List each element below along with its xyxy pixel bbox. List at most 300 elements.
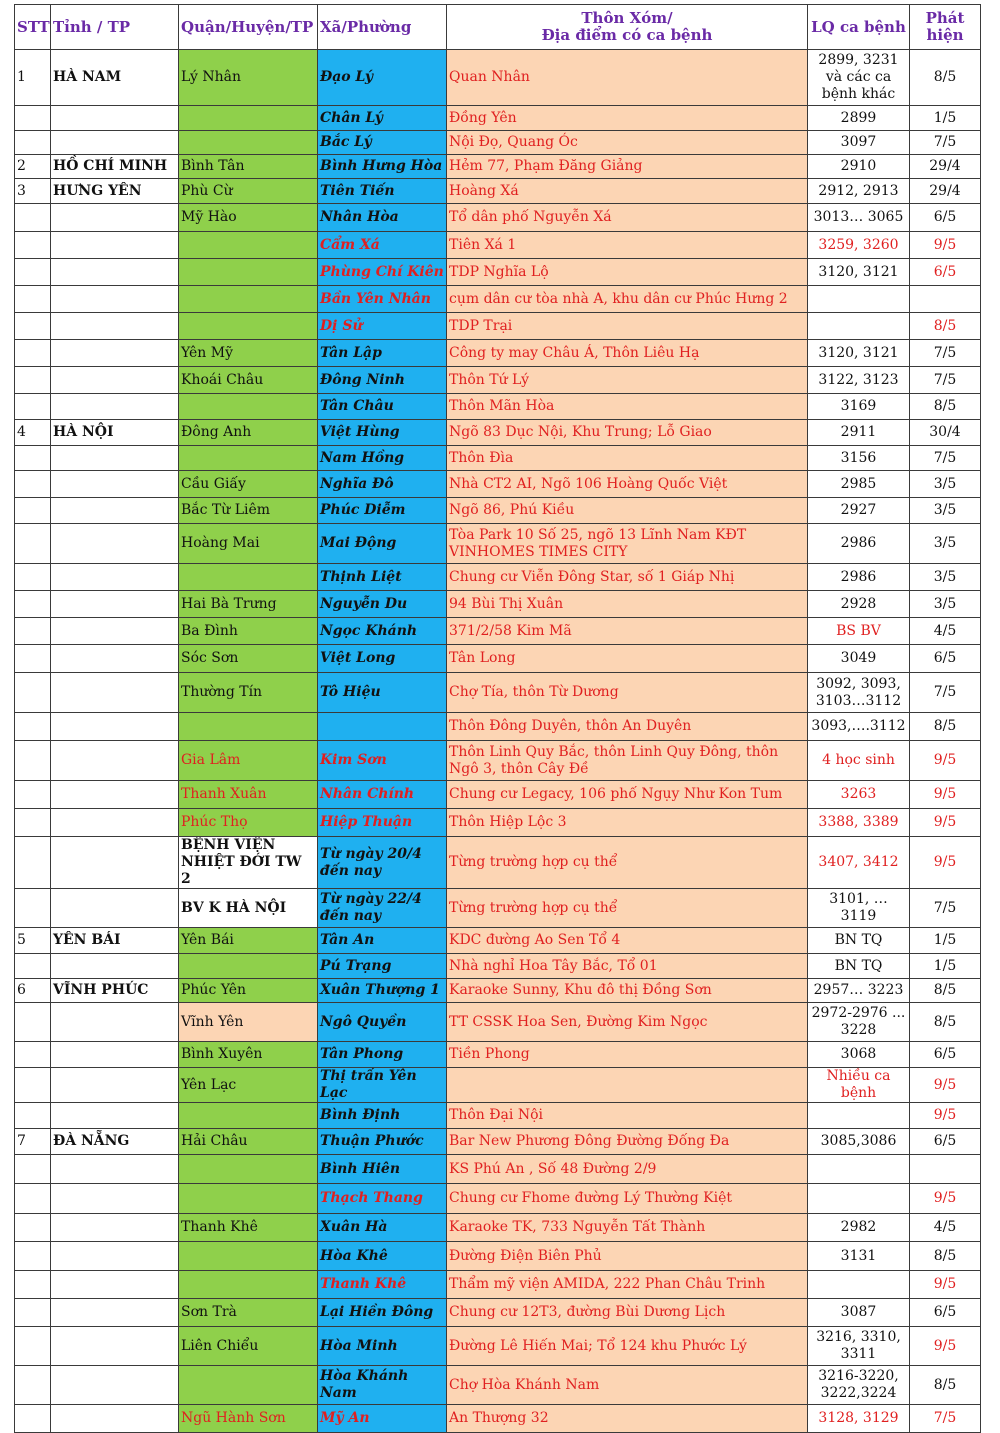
cell-district: Hai Bà Trưng: [179, 591, 318, 618]
cell-detected: 3/5: [910, 524, 981, 564]
cell-stt: [15, 259, 51, 286]
cell-district: Bình Tân: [179, 155, 318, 179]
cell-district: Liên Chiểu: [179, 1327, 318, 1366]
table-row: [15, 131, 981, 155]
cell-province: [51, 259, 179, 286]
cell-location: Bar New Phương Đông Đường Đống Đa: [447, 1129, 808, 1155]
cell-province: [51, 1299, 179, 1327]
cell-ward: Bình Hiên: [318, 1155, 447, 1184]
cell-ward: Phúc Diễm: [318, 498, 447, 524]
cell-stt: 3: [15, 179, 51, 204]
cell-province: YÊN BÁI: [51, 928, 179, 954]
table-row: [15, 155, 981, 179]
header-detected: [910, 5, 981, 50]
cell-ward: Thịnh Liệt: [318, 564, 447, 591]
cell-related-cases: 2986: [808, 524, 910, 564]
cell-stt: [15, 809, 51, 837]
cell-stt: [15, 673, 51, 713]
cell-ward: Lại Hiền Đông: [318, 1299, 447, 1327]
cell-location: Tòa Park 10 Số 25, ngõ 13 Lĩnh Nam KĐT VINHOMES TIMES CITY: [447, 524, 808, 564]
cell-detected: 1/5: [910, 928, 981, 954]
table-row: [15, 259, 981, 286]
cell-province: [51, 1366, 179, 1405]
cell-district: Cầu Giấy: [179, 471, 318, 498]
cell-province: HÀ NAM: [51, 50, 179, 106]
cell-detected: 8/5: [910, 979, 981, 1003]
cell-location: 371/2/58 Kim Mã: [447, 618, 808, 645]
cell-district: [179, 313, 318, 340]
cell-related-cases: 3120, 3121: [808, 259, 910, 286]
cell-stt: [15, 1042, 51, 1068]
cell-stt: [15, 1214, 51, 1242]
cell-related-cases: 2911: [808, 420, 910, 446]
cell-district: Sơn Trà: [179, 1299, 318, 1327]
cell-province: [51, 131, 179, 155]
cell-detected: 3/5: [910, 564, 981, 591]
table-row: [15, 394, 981, 420]
cell-district: [179, 232, 318, 259]
cell-ward: Đông Ninh: [318, 367, 447, 394]
cell-province: [51, 618, 179, 645]
cell-ward: Xuân Thượng 1: [318, 979, 447, 1003]
cell-district: Sóc Sơn: [179, 645, 318, 673]
cell-related-cases: 2928: [808, 591, 910, 618]
table-row: [15, 1271, 981, 1299]
cell-district: Gia Lâm: [179, 741, 318, 781]
cell-detected: 8/5: [910, 394, 981, 420]
cell-stt: [15, 498, 51, 524]
table-row: [15, 524, 981, 564]
table-row: [15, 928, 981, 954]
cell-district: Ngũ Hành Sơn: [179, 1405, 318, 1433]
cell-location: Tân Long: [447, 645, 808, 673]
cell-province: [51, 1003, 179, 1042]
table-row: [15, 1129, 981, 1155]
cell-ward: Nguyễn Du: [318, 591, 447, 618]
table-row: [15, 645, 981, 673]
cell-district: [179, 1103, 318, 1129]
cell-detected: 8/5: [910, 1366, 981, 1405]
cell-related-cases: 3216, 3310, 3311: [808, 1327, 910, 1366]
cell-stt: [15, 367, 51, 394]
cell-province: [51, 286, 179, 313]
cell-ward: [318, 713, 447, 741]
cell-related-cases: 3013… 3065: [808, 204, 910, 232]
table-row: [15, 741, 981, 781]
cell-detected: 8/5: [910, 1003, 981, 1042]
cell-stt: [15, 1242, 51, 1271]
cell-province: [51, 340, 179, 367]
cell-province: [51, 1271, 179, 1299]
cell-ward: Ngọc Khánh: [318, 618, 447, 645]
cell-province: [51, 1405, 179, 1433]
cell-ward: Chân Lý: [318, 106, 447, 131]
cell-related-cases: 4 học sinh: [808, 741, 910, 781]
cell-ward: Nam Hồng: [318, 446, 447, 471]
cell-location: Chung cư 12T3, đường Bùi Dương Lịch: [447, 1299, 808, 1327]
cell-district: [179, 259, 318, 286]
cell-district: Lý Nhân: [179, 50, 318, 106]
cell-detected: 1/5: [910, 954, 981, 979]
cell-location: 94 Bùi Thị Xuân: [447, 591, 808, 618]
cell-stt: [15, 889, 51, 928]
cell-stt: [15, 1299, 51, 1327]
table-row: [15, 1068, 981, 1103]
cell-location: Thôn Đại Nội: [447, 1103, 808, 1129]
cell-location: Tiên Xá 1: [447, 232, 808, 259]
cell-district: Yên Mỹ: [179, 340, 318, 367]
cell-detected: 9/5: [910, 1271, 981, 1299]
cell-related-cases: 3049: [808, 645, 910, 673]
table-row: [15, 446, 981, 471]
cell-location: Thôn Đông Duyên, thôn An Duyên: [447, 713, 808, 741]
cell-location: Chung cư Legacy, 106 phố Ngụy Như Kon Tum: [447, 781, 808, 809]
cell-detected: 7/5: [910, 1405, 981, 1433]
cell-related-cases: 2972-2976 ... 3228: [808, 1003, 910, 1042]
cell-detected: 9/5: [910, 809, 981, 837]
cell-related-cases: 3068: [808, 1042, 910, 1068]
cell-related-cases: BN TQ: [808, 928, 910, 954]
cell-related-cases: 3131: [808, 1242, 910, 1271]
cell-detected: 7/5: [910, 367, 981, 394]
cell-province: [51, 232, 179, 259]
cell-district: [179, 954, 318, 979]
cell-location: Hẻm 77, Phạm Đăng Giảng: [447, 155, 808, 179]
cell-related-cases: 3097: [808, 131, 910, 155]
table-row: [15, 1327, 981, 1366]
cell-detected: 9/5: [910, 1327, 981, 1366]
cell-province: [51, 1068, 179, 1103]
cell-detected: 7/5: [910, 340, 981, 367]
cell-district: [179, 713, 318, 741]
cell-province: [51, 781, 179, 809]
cell-ward: Việt Long: [318, 645, 447, 673]
header-stt: STT: [15, 5, 51, 50]
cell-province: ĐÀ NẴNG: [51, 1129, 179, 1155]
cell-location: Karaoke Sunny, Khu đô thị Đồng Sơn: [447, 979, 808, 1003]
cell-related-cases: 3120, 3121: [808, 340, 910, 367]
cell-related-cases: 3092, 3093, 3103…3112: [808, 673, 910, 713]
table-row: [15, 1242, 981, 1271]
table-row: [15, 837, 981, 889]
cell-location: KDC đường Ao Sen Tổ 4: [447, 928, 808, 954]
cell-detected: 29/4: [910, 155, 981, 179]
cell-district: [179, 1242, 318, 1271]
cell-detected: 8/5: [910, 50, 981, 106]
cell-detected: 7/5: [910, 131, 981, 155]
cell-district: BV K HÀ NỘI: [179, 889, 318, 928]
cell-ward: Từ ngày 20/4 đến nay: [318, 837, 447, 889]
table-row: [15, 420, 981, 446]
cell-stt: [15, 524, 51, 564]
cell-stt: [15, 1184, 51, 1214]
cell-detected: 8/5: [910, 1242, 981, 1271]
cell-province: [51, 471, 179, 498]
cell-district: Bình Xuyên: [179, 1042, 318, 1068]
cell-district: [179, 1366, 318, 1405]
cell-detected: 3/5: [910, 591, 981, 618]
cell-ward: Mai Động: [318, 524, 447, 564]
cell-related-cases: [808, 313, 910, 340]
cell-detected: 6/5: [910, 1129, 981, 1155]
cell-detected: 9/5: [910, 1103, 981, 1129]
cell-district: BỆNH VIỆN NHIỆT ĐỚI TW 2: [179, 837, 318, 889]
table-row: [15, 809, 981, 837]
table-row: [15, 1366, 981, 1405]
cell-district: [179, 1271, 318, 1299]
cell-location: Chợ Tía, thôn Từ Dương: [447, 673, 808, 713]
cell-ward: Tô Hiệu: [318, 673, 447, 713]
cell-location: Thôn Hiệp Lộc 3: [447, 809, 808, 837]
cell-detected: 8/5: [910, 713, 981, 741]
cell-location: cụm dân cư tòa nhà A, khu dân cư Phúc Hưng 2: [447, 286, 808, 313]
table-row: [15, 564, 981, 591]
cell-location: Nhà CT2 AI, Ngõ 106 Hoàng Quốc Việt: [447, 471, 808, 498]
cell-related-cases: 2927: [808, 498, 910, 524]
table-row: [15, 979, 981, 1003]
table-row: [15, 1214, 981, 1242]
cell-stt: [15, 1405, 51, 1433]
cell-district: [179, 394, 318, 420]
cell-detected: 6/5: [910, 645, 981, 673]
cell-stt: [15, 954, 51, 979]
cell-ward: Tân Châu: [318, 394, 447, 420]
cell-detected: 9/5: [910, 741, 981, 781]
table-row: [15, 1103, 981, 1129]
cell-detected: [910, 1155, 981, 1184]
cell-stt: 1: [15, 50, 51, 106]
table-row: [15, 106, 981, 131]
table-row: [15, 50, 981, 106]
cell-province: [51, 837, 179, 889]
cell-related-cases: 3216-3220, 3222,3224: [808, 1366, 910, 1405]
cell-location: Từng trường hợp cụ thể: [447, 889, 808, 928]
cell-ward: Thị trấn Yên Lạc: [318, 1068, 447, 1103]
cell-district: Thanh Khê: [179, 1214, 318, 1242]
cell-detected: 9/5: [910, 781, 981, 809]
table-body: [15, 50, 981, 1433]
cell-location: Nhà nghỉ Hoa Tây Bắc, Tổ 01: [447, 954, 808, 979]
cell-stt: 2: [15, 155, 51, 179]
cell-related-cases: [808, 1184, 910, 1214]
cell-related-cases: 3087: [808, 1299, 910, 1327]
cell-province: [51, 591, 179, 618]
table-row: [15, 889, 981, 928]
header-related-cases: LQ ca bệnh: [808, 5, 910, 50]
table-row: [15, 591, 981, 618]
cell-province: [51, 204, 179, 232]
table-row: [15, 313, 981, 340]
cell-province: [51, 106, 179, 131]
cell-detected: 6/5: [910, 1042, 981, 1068]
cell-related-cases: 2899, 3231 và các ca bệnh khác: [808, 50, 910, 106]
cell-detected: 6/5: [910, 259, 981, 286]
cell-stt: [15, 1327, 51, 1366]
cell-stt: [15, 564, 51, 591]
cell-related-cases: 2910: [808, 155, 910, 179]
cell-district: Phù Cừ: [179, 179, 318, 204]
cell-related-cases: 2957… 3223: [808, 979, 910, 1003]
cell-related-cases: [808, 1155, 910, 1184]
table-row: [15, 204, 981, 232]
cell-province: HÀ NỘI: [51, 420, 179, 446]
cell-province: HƯNG YÊN: [51, 179, 179, 204]
table-row: [15, 286, 981, 313]
cell-location: Công ty may Châu Á, Thôn Liêu Hạ: [447, 340, 808, 367]
cell-stt: [15, 131, 51, 155]
cell-location: Tiền Phong: [447, 1042, 808, 1068]
table-row: [15, 340, 981, 367]
cell-related-cases: 3169: [808, 394, 910, 420]
cell-province: [51, 1103, 179, 1129]
cell-related-cases: 3122, 3123: [808, 367, 910, 394]
cell-district: Ba Đình: [179, 618, 318, 645]
cell-district: [179, 564, 318, 591]
cell-district: [179, 131, 318, 155]
table-row: [15, 179, 981, 204]
cell-detected: 9/5: [910, 837, 981, 889]
cell-related-cases: 2982: [808, 1214, 910, 1242]
cell-location: TDP Trại: [447, 313, 808, 340]
cell-detected: 7/5: [910, 673, 981, 713]
header-row: [15, 5, 981, 50]
cell-ward: Đạo Lý: [318, 50, 447, 106]
cell-detected: 3/5: [910, 498, 981, 524]
cell-location: Thẩm mỹ viện AMIDA, 222 Phan Châu Trinh: [447, 1271, 808, 1299]
table-row: [15, 1299, 981, 1327]
cell-province: HỒ CHÍ MINH: [51, 155, 179, 179]
cell-ward: Hòa Minh: [318, 1327, 447, 1366]
cell-district: Đông Anh: [179, 420, 318, 446]
cell-ward: Bắc Lý: [318, 131, 447, 155]
header-district: Quận/Huyện/TP: [179, 5, 318, 50]
header-province: Tỉnh / TP: [51, 5, 179, 50]
cell-stt: 4: [15, 420, 51, 446]
cell-stt: [15, 394, 51, 420]
cell-location: Ngõ 86, Phú Kiều: [447, 498, 808, 524]
cell-province: [51, 889, 179, 928]
cell-stt: [15, 837, 51, 889]
table-row: [15, 713, 981, 741]
cell-district: Phúc Thọ: [179, 809, 318, 837]
cell-district: Thường Tín: [179, 673, 318, 713]
cell-related-cases: 2899: [808, 106, 910, 131]
cell-ward: Bình Định: [318, 1103, 447, 1129]
cell-province: [51, 1184, 179, 1214]
cell-ward: Thuận Phước: [318, 1129, 447, 1155]
cell-ward: Tân Lập: [318, 340, 447, 367]
cell-location: Đường Lê Hiến Mai; Tổ 124 khu Phước Lý: [447, 1327, 808, 1366]
cell-ward: Pú Trạng: [318, 954, 447, 979]
cell-district: Hải Châu: [179, 1129, 318, 1155]
header-location-line2: Địa điểm có ca bệnh: [541, 26, 713, 44]
table-row: [15, 781, 981, 809]
cell-location: Thôn Linh Quy Bắc, thôn Linh Quy Đông, thôn Ngô 3, thôn Cây Đề: [447, 741, 808, 781]
cell-province: [51, 741, 179, 781]
cell-location: [447, 1068, 808, 1103]
cell-detected: 6/5: [910, 1299, 981, 1327]
cell-location: TT CSSK Hoa Sen, Đường Kim Ngọc: [447, 1003, 808, 1042]
cell-stt: [15, 232, 51, 259]
cell-stt: [15, 645, 51, 673]
header-detected-line1: Phát: [925, 9, 965, 27]
cell-ward: Ngô Quyền: [318, 1003, 447, 1042]
cell-district: Bắc Từ Liêm: [179, 498, 318, 524]
cell-stt: [15, 1271, 51, 1299]
cell-stt: [15, 1003, 51, 1042]
cell-location: Thôn Đìa: [447, 446, 808, 471]
cell-ward: Xuân Hà: [318, 1214, 447, 1242]
cell-district: Yên Lạc: [179, 1068, 318, 1103]
cell-location: KS Phú An , Số 48 Đường 2/9: [447, 1155, 808, 1184]
cell-district: [179, 106, 318, 131]
cell-location: Ngõ 83 Dục Nội, Khu Trung; Lỗ Giao: [447, 420, 808, 446]
cell-stt: [15, 618, 51, 645]
table-row: [15, 1184, 981, 1214]
cell-district: [179, 286, 318, 313]
cell-ward: Phùng Chí Kiên: [318, 259, 447, 286]
cell-detected: 4/5: [910, 1214, 981, 1242]
cell-detected: 8/5: [910, 313, 981, 340]
cell-ward: Nhân Hòa: [318, 204, 447, 232]
cell-related-cases: 3156: [808, 446, 910, 471]
cell-related-cases: 3259, 3260: [808, 232, 910, 259]
cell-location: Tổ dân phố Nguyễn Xá: [447, 204, 808, 232]
cell-stt: 7: [15, 1129, 51, 1155]
cell-province: [51, 673, 179, 713]
cell-location: Chung cư Viễn Đông Star, số 1 Giáp Nhị: [447, 564, 808, 591]
cell-location: Đồng Yên: [447, 106, 808, 131]
cell-province: [51, 1327, 179, 1366]
cell-ward: Hòa Khê: [318, 1242, 447, 1271]
cell-province: [51, 367, 179, 394]
cell-ward: Bần Yên Nhân: [318, 286, 447, 313]
cell-detected: 9/5: [910, 1184, 981, 1214]
header-detected-line2: hiện: [926, 26, 964, 44]
cell-district: Thanh Xuân: [179, 781, 318, 809]
cell-related-cases: BS BV: [808, 618, 910, 645]
cell-stt: [15, 204, 51, 232]
cell-district: Mỹ Hào: [179, 204, 318, 232]
cell-stt: [15, 713, 51, 741]
cell-province: [51, 1242, 179, 1271]
cell-ward: Tiên Tiến: [318, 179, 447, 204]
cell-stt: [15, 313, 51, 340]
cell-province: [51, 954, 179, 979]
cell-stt: [15, 471, 51, 498]
cell-detected: 30/4: [910, 420, 981, 446]
cell-district: Hoàng Mai: [179, 524, 318, 564]
cell-related-cases: [808, 1271, 910, 1299]
table-row: [15, 367, 981, 394]
cell-district: [179, 1155, 318, 1184]
cell-detected: 6/5: [910, 204, 981, 232]
cell-ward: Từ ngày 22/4 đến nay: [318, 889, 447, 928]
header-ward: Xã/Phường: [318, 5, 447, 50]
cell-related-cases: 3101, … 3119: [808, 889, 910, 928]
cell-detected: 9/5: [910, 1068, 981, 1103]
cell-ward: Hòa Khánh Nam: [318, 1366, 447, 1405]
cell-ward: Dị Sử: [318, 313, 447, 340]
cell-location: Đường Điện Biên Phủ: [447, 1242, 808, 1271]
cell-stt: [15, 591, 51, 618]
cell-stt: [15, 286, 51, 313]
cell-related-cases: 3093,….3112: [808, 713, 910, 741]
cell-district: Yên Bái: [179, 928, 318, 954]
table-row: [15, 618, 981, 645]
cell-detected: 3/5: [910, 471, 981, 498]
cell-stt: [15, 446, 51, 471]
